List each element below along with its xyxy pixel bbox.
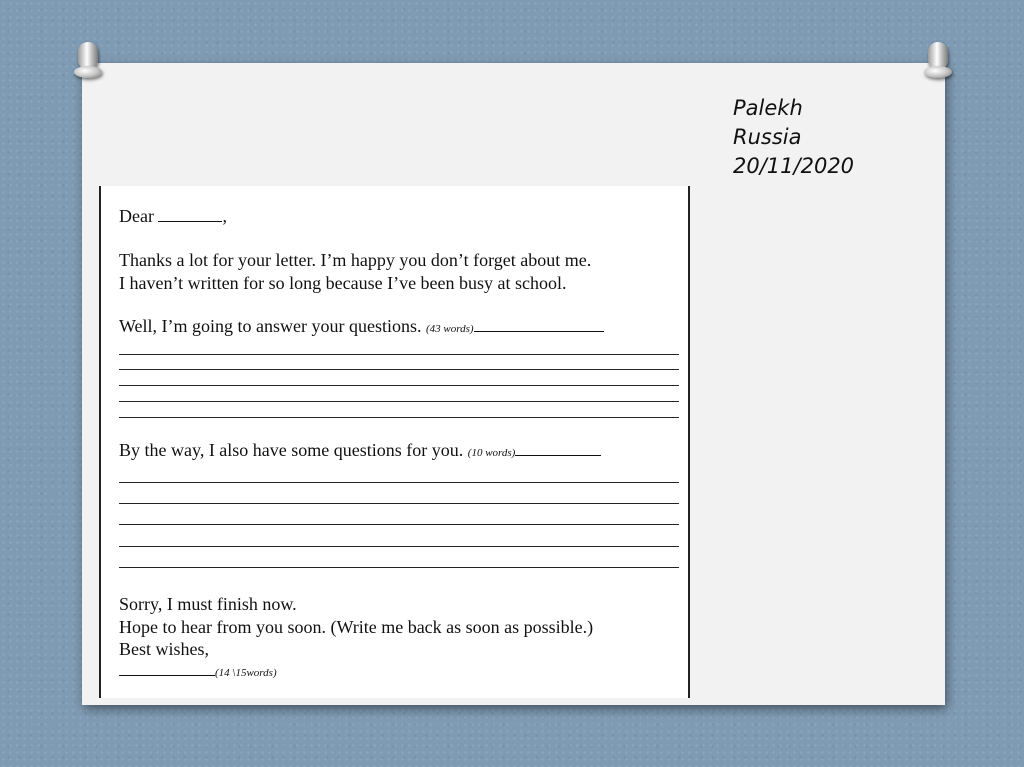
answer-prompt-line [119,316,604,337]
questions-word-count: (10 words) [467,447,516,459]
answer-writing-line[interactable] [119,417,679,418]
place-city: Palekh [733,96,803,120]
questions-writing-line[interactable] [119,546,679,547]
closing-line-2: Hope to hear from you soon. (Write me back as soon as possible.) [119,617,594,637]
signature-blank[interactable] [119,674,215,676]
answer-writing-line[interactable] [119,385,679,386]
place-country: Russia [733,125,802,149]
letter-date: 20/11/2020 [733,154,855,178]
greeting-comma: , [222,206,227,226]
questions-writing-line[interactable] [119,482,679,483]
letter-template [99,186,690,698]
questions-prompt-line [119,440,601,461]
questions-prompt-text: By the way, I also have some questions for you. [119,440,464,460]
signature-line [119,660,277,681]
answer-prompt-text: Well, I’m going to answer your questions. [119,316,422,336]
answer-writing-line[interactable] [119,369,679,370]
answer-word-count: (43 words) [426,323,474,335]
questions-writing-line[interactable] [119,503,679,504]
questions-writing-line[interactable] [119,524,679,525]
place-and-date [733,94,854,181]
intro-line-2: I haven’t written for so long because I’ve been busy at school. [119,273,567,293]
answer-blank-inline[interactable] [474,330,604,332]
answer-writing-line[interactable] [119,354,679,355]
pushpin-left-icon [74,42,102,80]
answer-writing-line[interactable] [119,401,679,402]
greeting-text: Dear [119,206,154,226]
closing-line-1: Sorry, I must finish now. [119,594,297,614]
questions-blank-inline[interactable] [515,454,601,456]
closing-line-3: Best wishes, [119,639,209,659]
signature-word-count: (14 \15words) [215,667,277,679]
pushpin-right-icon [924,42,952,80]
intro-line-1: Thanks a lot for your letter. I’m happy you don’t forget about me. [119,250,592,270]
greeting-line [119,206,227,227]
name-blank[interactable] [158,220,222,222]
questions-writing-line[interactable] [119,567,679,568]
